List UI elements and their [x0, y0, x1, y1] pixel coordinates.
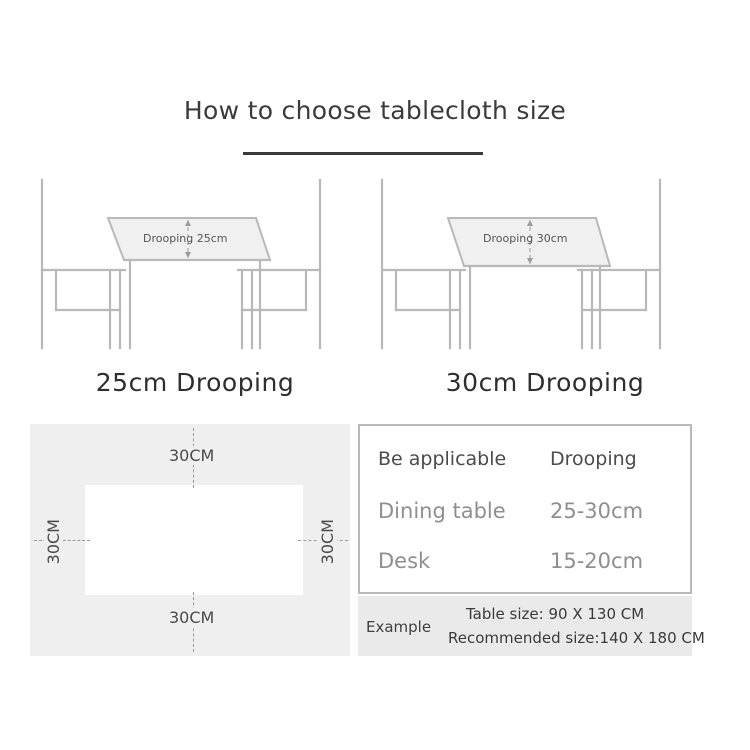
title-underline [243, 152, 483, 155]
cloth-overhang-diagram [30, 424, 350, 656]
caption-30cm: 30cm Drooping [445, 368, 645, 397]
table-row [360, 544, 690, 578]
row-dining-table-value: 25-30cm [550, 499, 644, 523]
caption-25cm: 25cm Drooping [95, 368, 295, 397]
example-panel [358, 596, 705, 656]
row-dining-table-label: Dining table [378, 499, 506, 523]
illustration-25cm [20, 170, 380, 360]
table-header-row [360, 442, 690, 476]
table-chairs-drawing-right [360, 170, 720, 360]
page-title: How to choose tablecloth size [183, 96, 567, 125]
dim-bottom: 30CM [166, 608, 217, 627]
dim-top: 30CM [166, 446, 217, 465]
example-recommended-size: Recommended size:140 X 180 CM [448, 629, 705, 647]
table-row [360, 494, 690, 528]
drooping-label-30: Drooping 30cm [483, 232, 568, 245]
header-applicable: Be applicable [378, 448, 507, 470]
table-chairs-drawing-left [20, 170, 380, 360]
row-desk-label: Desk [378, 549, 431, 573]
row-desk-value: 15-20cm [550, 549, 644, 573]
dim-left: 30CM [44, 516, 63, 567]
example-table-size: Table size: 90 X 130 CM [466, 605, 645, 623]
table-top-area [85, 485, 303, 595]
drooping-label-25: Drooping 25cm [143, 232, 228, 245]
example-label: Example [366, 618, 432, 636]
dim-right: 30CM [318, 516, 337, 567]
header-drooping: Drooping [550, 448, 637, 470]
spec-table [358, 424, 692, 594]
example-lines [448, 602, 705, 650]
illustration-30cm [360, 170, 720, 360]
